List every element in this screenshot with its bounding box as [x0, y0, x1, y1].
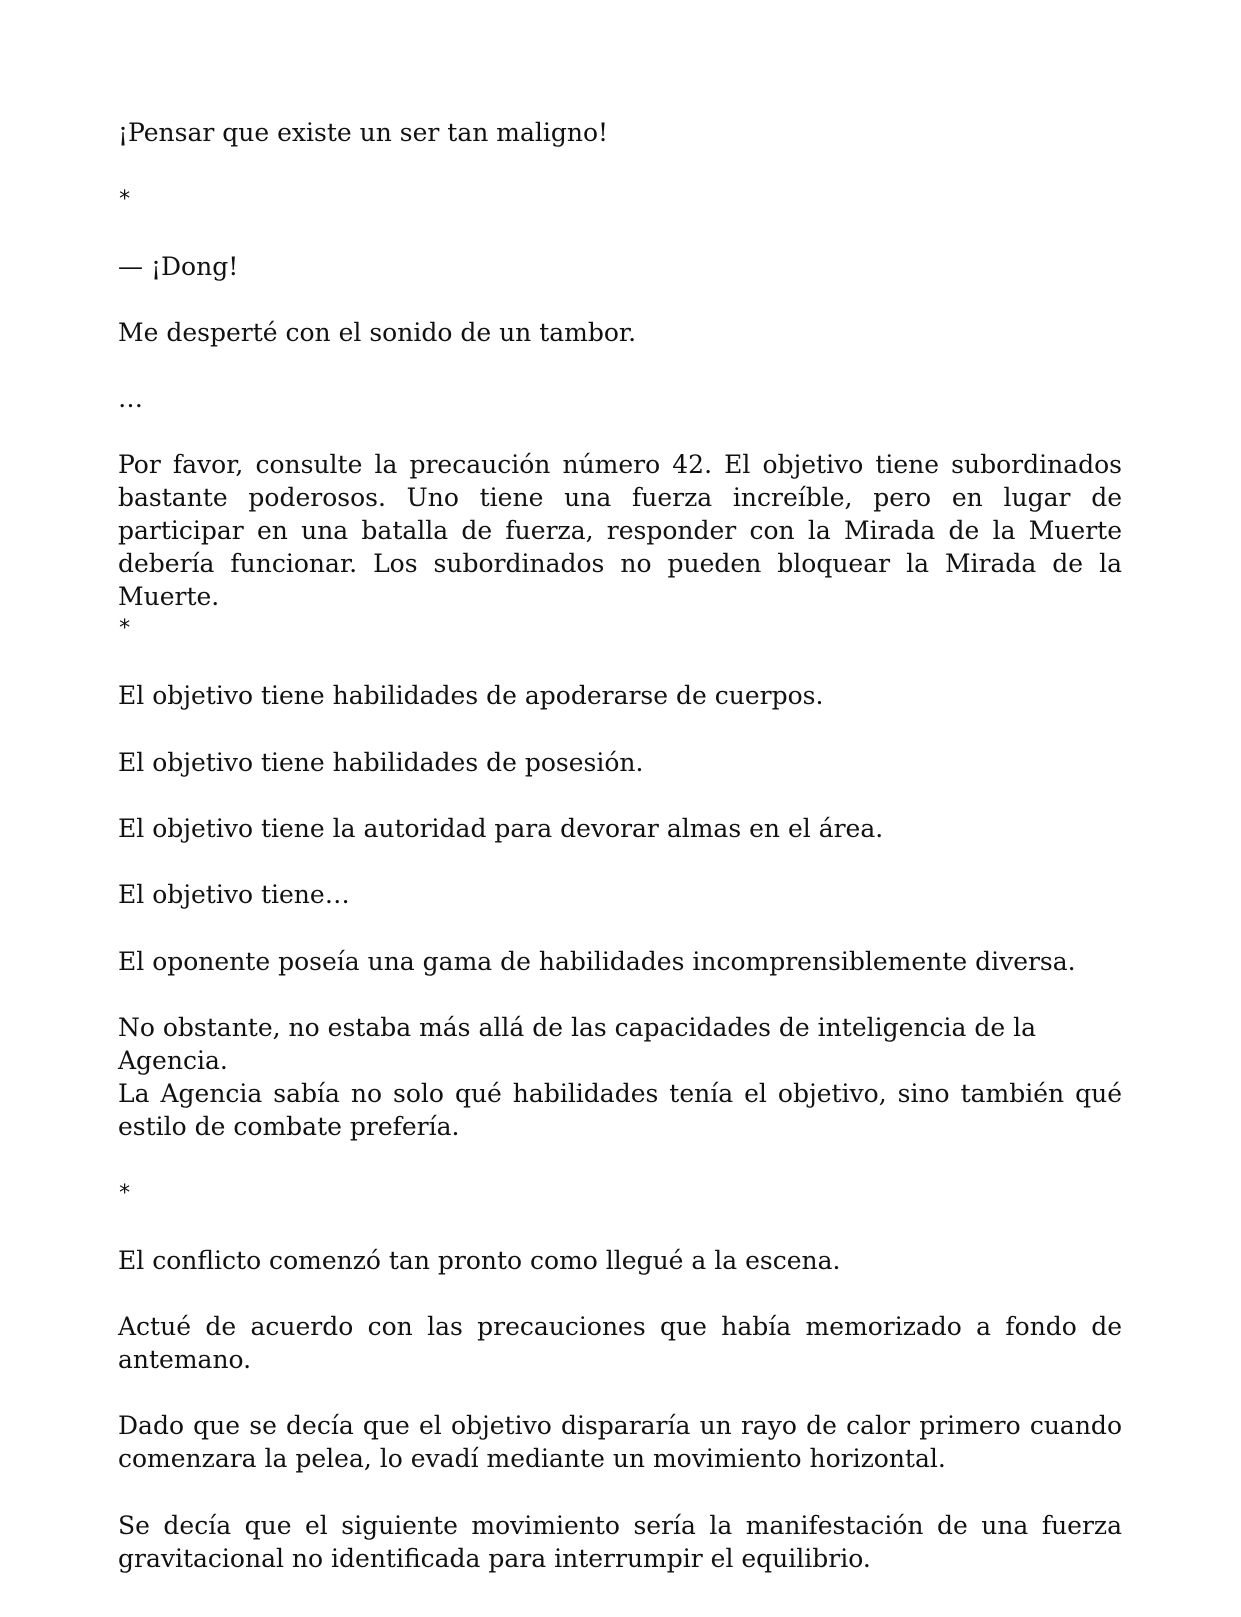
section-separator-3: * [118, 1181, 132, 1206]
paragraph-4: Por favor, consulte la precaución número 42. El objetivo tiene subordinados bastante poderosos. Uno tiene una fuerza increíble, pero en lugar de participar en una batalla de fuerza, responder con la Mirada de la Muerte debería funcionar. Los subordinados no pueden bloquear la Mirada de la Muerte. [118, 450, 1122, 611]
paragraph-2: — ¡Dong! [118, 252, 239, 281]
paragraph-15: Se decía que el siguiente movimiento sería la manifestación de una fuerza gravitacional no identificada para interrumpir el equilibrio. [118, 1511, 1122, 1573]
paragraph-13: Actué de acuerdo con las precauciones que había memorizado a fondo de antemano. [118, 1312, 1122, 1374]
paragraph-3: Me desperté con el sonido de un tambor. [118, 318, 637, 347]
paragraph-6: El objetivo tiene habilidades de posesión. [118, 748, 644, 777]
paragraph-8: El objetivo tiene… [118, 880, 350, 909]
section-separator-1: * [118, 187, 132, 212]
paragraph-5: El objetivo tiene habilidades de apoderarse de cuerpos. [118, 681, 824, 710]
paragraph-7: El objetivo tiene la autoridad para devorar almas en el área. [118, 814, 884, 843]
section-separator-2: * [118, 616, 132, 641]
paragraph-9: El oponente poseía una gama de habilidades incomprensiblemente diversa. [118, 947, 1076, 976]
paragraph-11: La Agencia sabía no solo qué habilidades tenía el objetivo, sino también qué estilo de combate prefería. [118, 1079, 1122, 1141]
paragraph-1: ¡Pensar que existe un ser tan maligno! [118, 118, 609, 147]
paragraph-14: Dado que se decía que el objetivo dispararía un rayo de calor primero cuando comenzara la pelea, lo evadí mediante un movimiento horizontal. [118, 1411, 1122, 1473]
ellipsis-break: … [118, 384, 143, 413]
paragraph-10: No obstante, no estaba más allá de las capacidades de inteligencia de la Agencia. [118, 1013, 1036, 1075]
paragraph-12: El conflicto comenzó tan pronto como llegué a la escena. [118, 1246, 841, 1275]
